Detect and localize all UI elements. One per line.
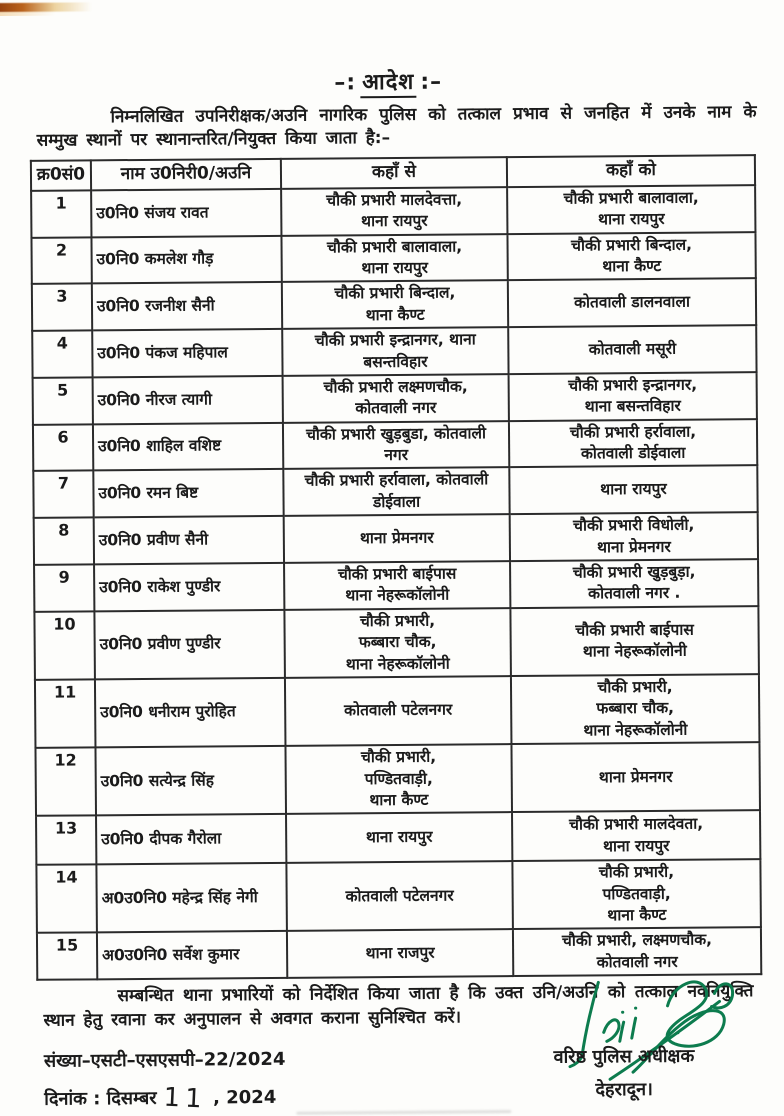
cell-sn: 14 <box>36 865 97 934</box>
cell-from: चौकी प्रभारी हर्रावाला, कोतवाली डोईवाला <box>283 467 509 516</box>
cell-to: चौकी प्रभारी विधोली, थाना प्रेमनगर <box>510 512 758 561</box>
cell-name: उ0नि0 धनीराम पुरोहित <box>95 678 286 748</box>
cell-from: कोतवाली पटेलनगर <box>285 676 512 746</box>
cell-sn: 7 <box>33 471 93 518</box>
table-row <box>35 674 760 748</box>
title-word: आदेश <box>360 70 416 98</box>
cell-to: चौकी प्रभारी हर्रावाला, कोतवाली डोईवाला <box>509 419 757 468</box>
cell-sn: 15 <box>37 933 97 980</box>
cell-name: उ0नि0 नीरज त्यागी <box>93 376 283 424</box>
scan-corner-artifact <box>0 2 92 12</box>
title-dash-right: :– <box>420 69 443 95</box>
cell-sn: 1 <box>31 190 91 237</box>
cell-sn: 12 <box>35 747 96 816</box>
cell-from: कोतवाली पटेलनगर <box>286 861 513 931</box>
cell-from: चौकी प्रभारी इन्द्रानगर, थाना बसन्तविहार <box>282 327 508 376</box>
cell-to: चौकी प्रभारी, पण्डितवाड़ी, थाना कैण्ट <box>512 859 761 929</box>
cell-to: चौकी प्रभारी बिन्दाल, थाना कैण्ट <box>507 232 755 281</box>
cell-from: चौकी प्रभारी, पण्डितवाड़ी, थाना कैण्ट <box>285 744 512 814</box>
cell-from: चौकी प्रभारी बिन्दाल, थाना कैण्ट <box>282 280 508 329</box>
cell-name: अ0उ0नि0 महेन्द्र सिंह नेगी <box>96 863 287 933</box>
closing-line1: सम्बन्धित थाना प्रभारियों को निर्देशित किया जाता है कि उक्त उनि/अउनि को तत्काल <box>117 981 679 1007</box>
cell-sn: 10 <box>34 611 95 680</box>
table-row <box>33 466 757 518</box>
cell-name: अ0उ0नि0 सर्वेश कुमार <box>97 931 287 979</box>
table-row <box>33 419 757 471</box>
header-cell-to: कहाँ को <box>507 155 755 187</box>
signatory-designation: वरिष्ठ पुलिस अधीक्षक <box>553 1045 695 1068</box>
cell-sn: 5 <box>33 377 93 424</box>
table-row <box>31 185 755 237</box>
title-dash-left: –: <box>334 70 357 96</box>
cell-to: थाना प्रेमनगर <box>511 742 760 812</box>
cell-to: चौकी प्रभारी इन्द्रानगर, थाना बसन्तविहार <box>509 372 757 421</box>
cell-from: चौकी प्रभारी बाईपास थाना नेहरूकॉलोनी <box>284 561 510 610</box>
table-row <box>35 742 760 816</box>
cell-sn: 9 <box>34 564 94 611</box>
cell-name: उ0नि0 शाहिल वशिष्ट <box>93 423 283 471</box>
header-cell-from: कहाँ से <box>281 157 507 189</box>
cell-to: कोतवाली मसूरी <box>508 325 756 374</box>
signatory-block <box>504 1043 744 1102</box>
cell-to: थाना रायपुर <box>509 466 757 515</box>
header-cell-sn: क्र0सं0 <box>31 160 91 190</box>
date-year: , 2024 <box>213 1086 277 1109</box>
cell-name: उ0नि0 कमलेश गौड़ <box>91 236 281 284</box>
cell-to: चौकी प्रभारी खुड़बुड़ा, कोतवाली नगर . <box>510 559 758 608</box>
cell-sn: 11 <box>35 679 96 748</box>
cell-to: चौकी प्रभारी बाईपास थाना नेहरूकॉलोनी <box>510 606 759 676</box>
scan-bottom-artifact <box>296 1110 511 1115</box>
table-row <box>33 372 757 424</box>
cell-sn: 13 <box>36 816 96 865</box>
signatory-office: देहरादून। <box>595 1078 654 1101</box>
table-row <box>32 325 756 377</box>
closing-line2: नवनियुक्ति स्थान हेतु रवाना कर अनुपालन से अवगत कराना सुनिश्चित करें। <box>43 981 754 1031</box>
date-label: दिनांक : दिसम्बर <box>44 1087 157 1110</box>
cell-from: चौकी प्रभारी, फब्बारा चौक, थाना नेहरूकॉलोनी <box>284 608 511 678</box>
table-row <box>32 279 756 331</box>
cell-name: उ0नि0 दीपक गैरोला <box>96 814 286 864</box>
scan-corner-artifact-faint <box>0 12 56 16</box>
cell-from: चौकी प्रभारी लक्ष्मणचौक, कोतवाली नगर <box>283 374 509 423</box>
cell-from: थाना प्रेमनगर <box>284 514 510 563</box>
reference-number: संख्या–एसटी–एसएसपी–22/2024 <box>43 1048 286 1072</box>
cell-to: चौकी प्रभारी मालदेवता, थाना रायपुर <box>512 810 760 861</box>
table-row <box>31 232 755 284</box>
intro-line2: उनके नाम के सम्मुख स्थानों पर स्थानान्तरित/नियुक्त किया जाता है:– <box>36 102 757 152</box>
cell-sn: 4 <box>32 331 92 378</box>
cell-sn: 8 <box>34 517 94 564</box>
cell-name: उ0नि0 संजय रावत <box>91 189 281 237</box>
cell-name: उ0नि0 रमन बिष्ट <box>93 469 283 517</box>
intro-paragraph <box>36 101 756 154</box>
header-cell-name: नाम उ0निरी0/अउनि <box>91 159 281 190</box>
transfer-table <box>30 154 762 981</box>
cell-to: चौकी प्रभारी, फब्बारा चौक, थाना नेहरूकॉलोनी <box>511 674 760 744</box>
cell-name: उ0नि0 प्रवीण पुण्डीर <box>94 610 285 680</box>
reference-block <box>43 1047 286 1115</box>
cell-name: उ0नि0 रजनीश सैनी <box>92 282 282 330</box>
cell-from: थाना रायपुर <box>286 812 512 863</box>
intro-line1: निम्नलिखित उपनिरीक्षक/अउनि नागरिक पुलिस को तत्काल प्रभाव से जनहित में <box>110 102 652 128</box>
cell-name: उ0नि0 राकेश पुण्डीर <box>94 563 284 611</box>
table-row <box>36 810 760 865</box>
date-line <box>44 1080 286 1115</box>
cell-from: चौकी प्रभारी खुड़बुडा, कोतवाली नगर <box>283 421 509 470</box>
cell-name: उ0नि0 सत्येन्द्र सिंह <box>95 746 286 816</box>
cell-sn: 2 <box>31 237 91 284</box>
cell-from: चौकी प्रभारी बालावाला, थाना रायपुर <box>281 234 507 283</box>
table-row <box>34 606 759 680</box>
handwritten-date: 11 <box>162 1082 207 1115</box>
cell-sn: 6 <box>33 424 93 471</box>
cell-name: उ0नि0 प्रवीण सैनी <box>94 516 284 564</box>
cell-to: कोतवाली डालनवाला <box>508 279 756 328</box>
order-title <box>0 63 780 99</box>
table-row <box>34 512 758 564</box>
cell-from: थाना राजपुर <box>287 929 513 978</box>
table-row <box>34 559 758 612</box>
cell-to: चौकी प्रभारी बालावाला, थाना रायपुर <box>507 185 755 234</box>
cell-from: चौकी प्रभारी मालदेवत्ता, थाना रायपुर <box>281 187 507 236</box>
cell-name: उ0नि0 पंकज महिपाल <box>92 329 282 377</box>
cell-sn: 3 <box>32 284 92 331</box>
cell-to: चौकी प्रभारी, लक्ष्मणचौक, कोतवाली नगर <box>513 928 761 977</box>
table-row <box>36 859 761 933</box>
